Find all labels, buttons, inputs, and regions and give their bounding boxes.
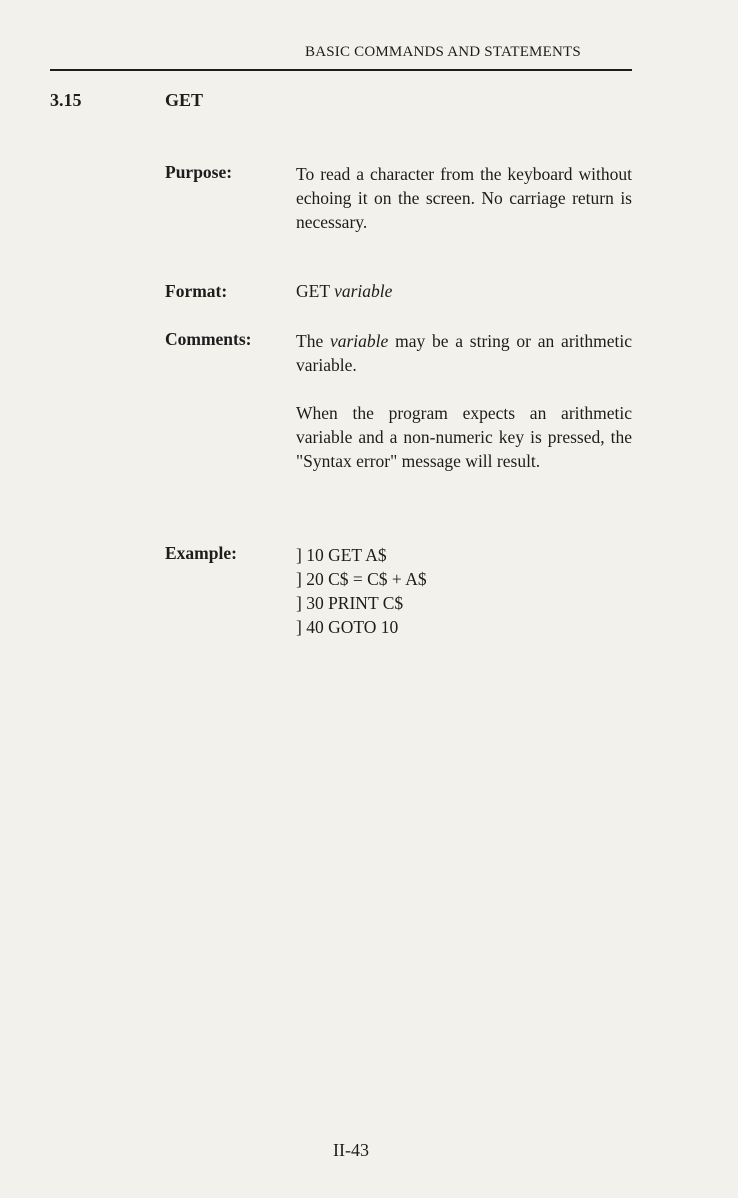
format-label: Format: (165, 281, 228, 301)
comments-p1-after: may be a string or an arithmetic variable. (296, 331, 632, 375)
example-label: Example: (165, 543, 237, 563)
format-argument: variable (334, 281, 393, 301)
purpose-text (296, 162, 632, 234)
section-title: GET (165, 90, 204, 110)
comments-paragraph-2: When the program expects an arithmetic variable and a non-numeric key is pressed, the "Syntax error" message will result. (296, 403, 632, 471)
code-line: ] 10 GET A$ (296, 545, 387, 565)
section-number: 3.15 (50, 90, 82, 110)
purpose-paragraph: To read a character from the keyboard without echoing it on the screen. No carriage return is necessary. (296, 164, 632, 232)
comments-text-2 (296, 401, 632, 473)
running-head: BASIC COMMANDS AND STATEMENTS (305, 44, 581, 60)
format-syntax (296, 281, 392, 302)
comments-p1-before: The (296, 331, 330, 351)
comments-text (296, 329, 632, 377)
code-line: ] 30 PRINT C$ (296, 593, 404, 613)
comments-paragraph-1 (296, 329, 632, 377)
purpose-label: Purpose: (165, 162, 233, 182)
comments-label: Comments: (165, 329, 252, 349)
comments-p1-emph: variable (329, 331, 389, 351)
code-line: ] 40 GOTO 10 (296, 617, 399, 637)
format-keyword: GET (296, 281, 330, 301)
code-line: ] 20 C$ = C$ + A$ (296, 569, 427, 589)
header-rule (50, 69, 632, 71)
example-code (296, 543, 427, 639)
page-number: II-43 (333, 1140, 369, 1160)
